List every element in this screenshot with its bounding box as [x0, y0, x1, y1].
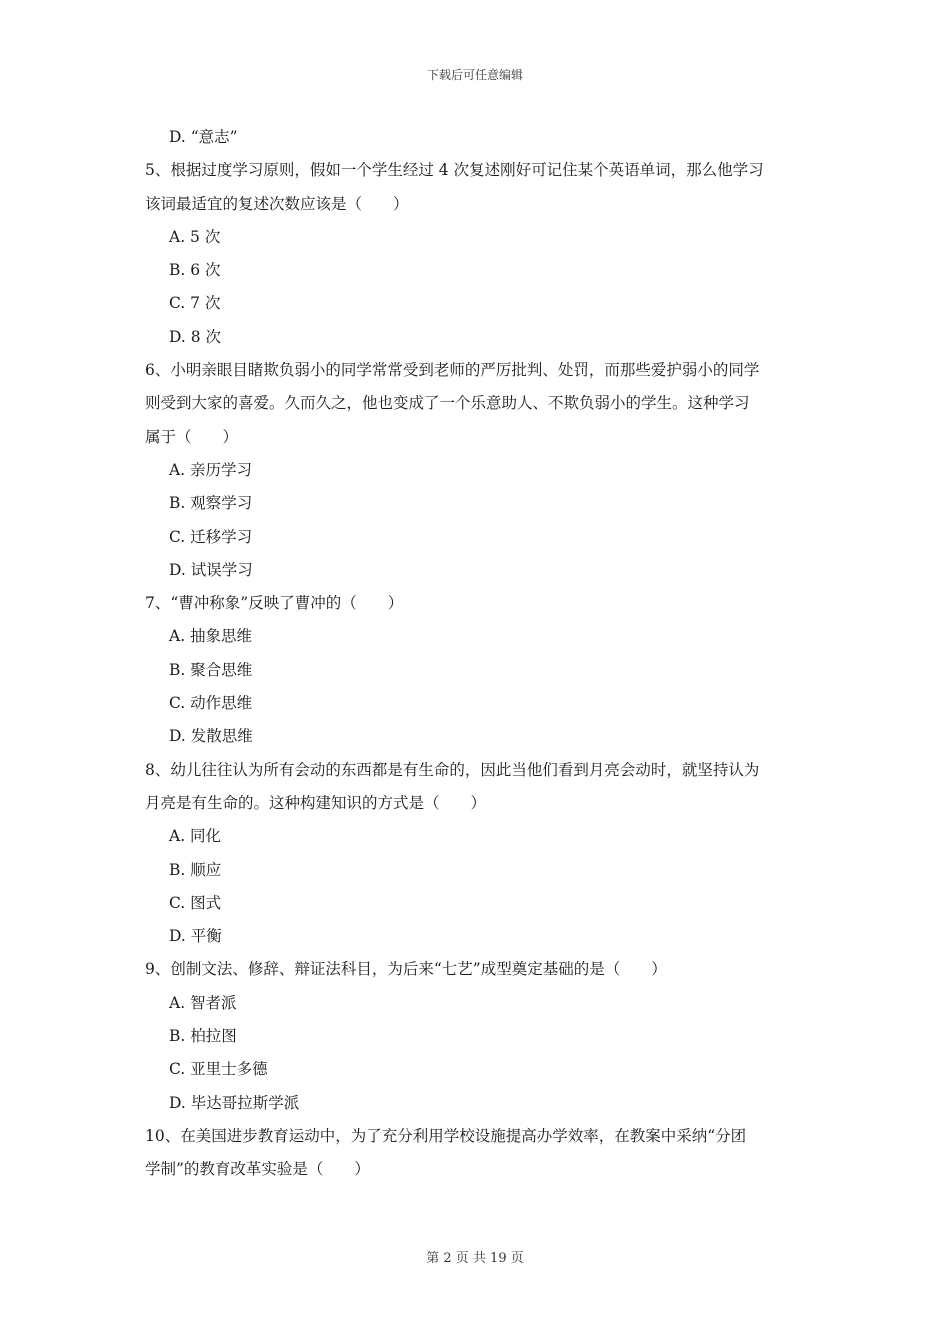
answer-option: A. 5 次	[169, 227, 221, 246]
question-text: 9、创制文法、修辞、辩证法科目，为后来“七艺”成型奠定基础的是（ ）	[145, 960, 667, 979]
answer-option: D. 试误学习	[169, 560, 253, 579]
answer-option: A. 智者派	[169, 993, 237, 1012]
answer-option: B. 顺应	[169, 860, 222, 879]
answer-option: A. 抽象思维	[169, 627, 253, 646]
page-header: 下载后可任意编辑	[426, 68, 523, 82]
answer-option: B. 聚合思维	[169, 660, 253, 679]
answer-option: D. 平衡	[169, 927, 222, 946]
question-text: 6、小明亲眼目睹欺负弱小的同学常常受到老师的严厉批判、处罚，而那些爱护弱小的同学	[145, 361, 760, 380]
question-text: 8、幼儿往往认为所有会动的东西都是有生命的，因此当他们看到月亮会动时，就坚持认为	[145, 760, 760, 779]
question-text-continued: 属于（ ）	[145, 427, 239, 446]
answer-option: B. 柏拉图	[169, 1027, 237, 1046]
answer-option: D. 毕达哥拉斯学派	[169, 1093, 300, 1112]
question-text-continued: 该词最适宜的复述次数应该是（ ）	[145, 194, 409, 213]
answer-option: B. 6 次	[169, 261, 221, 280]
answer-option: D. 发散思维	[169, 727, 253, 746]
question-text-continued: 则受到大家的喜爱。久而久之，他也变成了一个乐意助人、不欺负弱小的学生。这种学习	[145, 394, 750, 413]
question-text-continued: 学制”的教育改革实验是（ ）	[145, 1160, 370, 1179]
answer-option: C. 7 次	[169, 294, 221, 313]
answer-option: C. 迁移学习	[169, 527, 253, 546]
answer-option: C. 图式	[169, 893, 222, 912]
answer-option: D. “意志”	[169, 128, 238, 146]
answer-option: B. 观察学习	[169, 494, 253, 513]
answer-option: A. 亲历学习	[169, 460, 253, 479]
answer-option: D. 8 次	[169, 327, 222, 346]
document-body	[145, 121, 810, 1187]
answer-option: C. 亚里士多德	[169, 1060, 268, 1079]
question-text: 7、“曹冲称象”反映了曹冲的（ ）	[145, 594, 404, 613]
question-text: 10、在美国进步教育运动中，为了充分利用学校设施提高办学效率，在教案中采纳“分团	[145, 1126, 747, 1145]
question-text-continued: 月亮是有生命的。这种构建知识的方式是（ ）	[145, 793, 487, 812]
answer-option: A. 同化	[169, 827, 222, 846]
question-text: 5、根据过度学习原则，假如一个学生经过 4 次复述刚好可记住某个英语单词，那么他学习	[145, 161, 764, 180]
page-footer: 第 2 页 共 19 页	[426, 1251, 524, 1266]
answer-option: C. 动作思维	[169, 694, 253, 713]
